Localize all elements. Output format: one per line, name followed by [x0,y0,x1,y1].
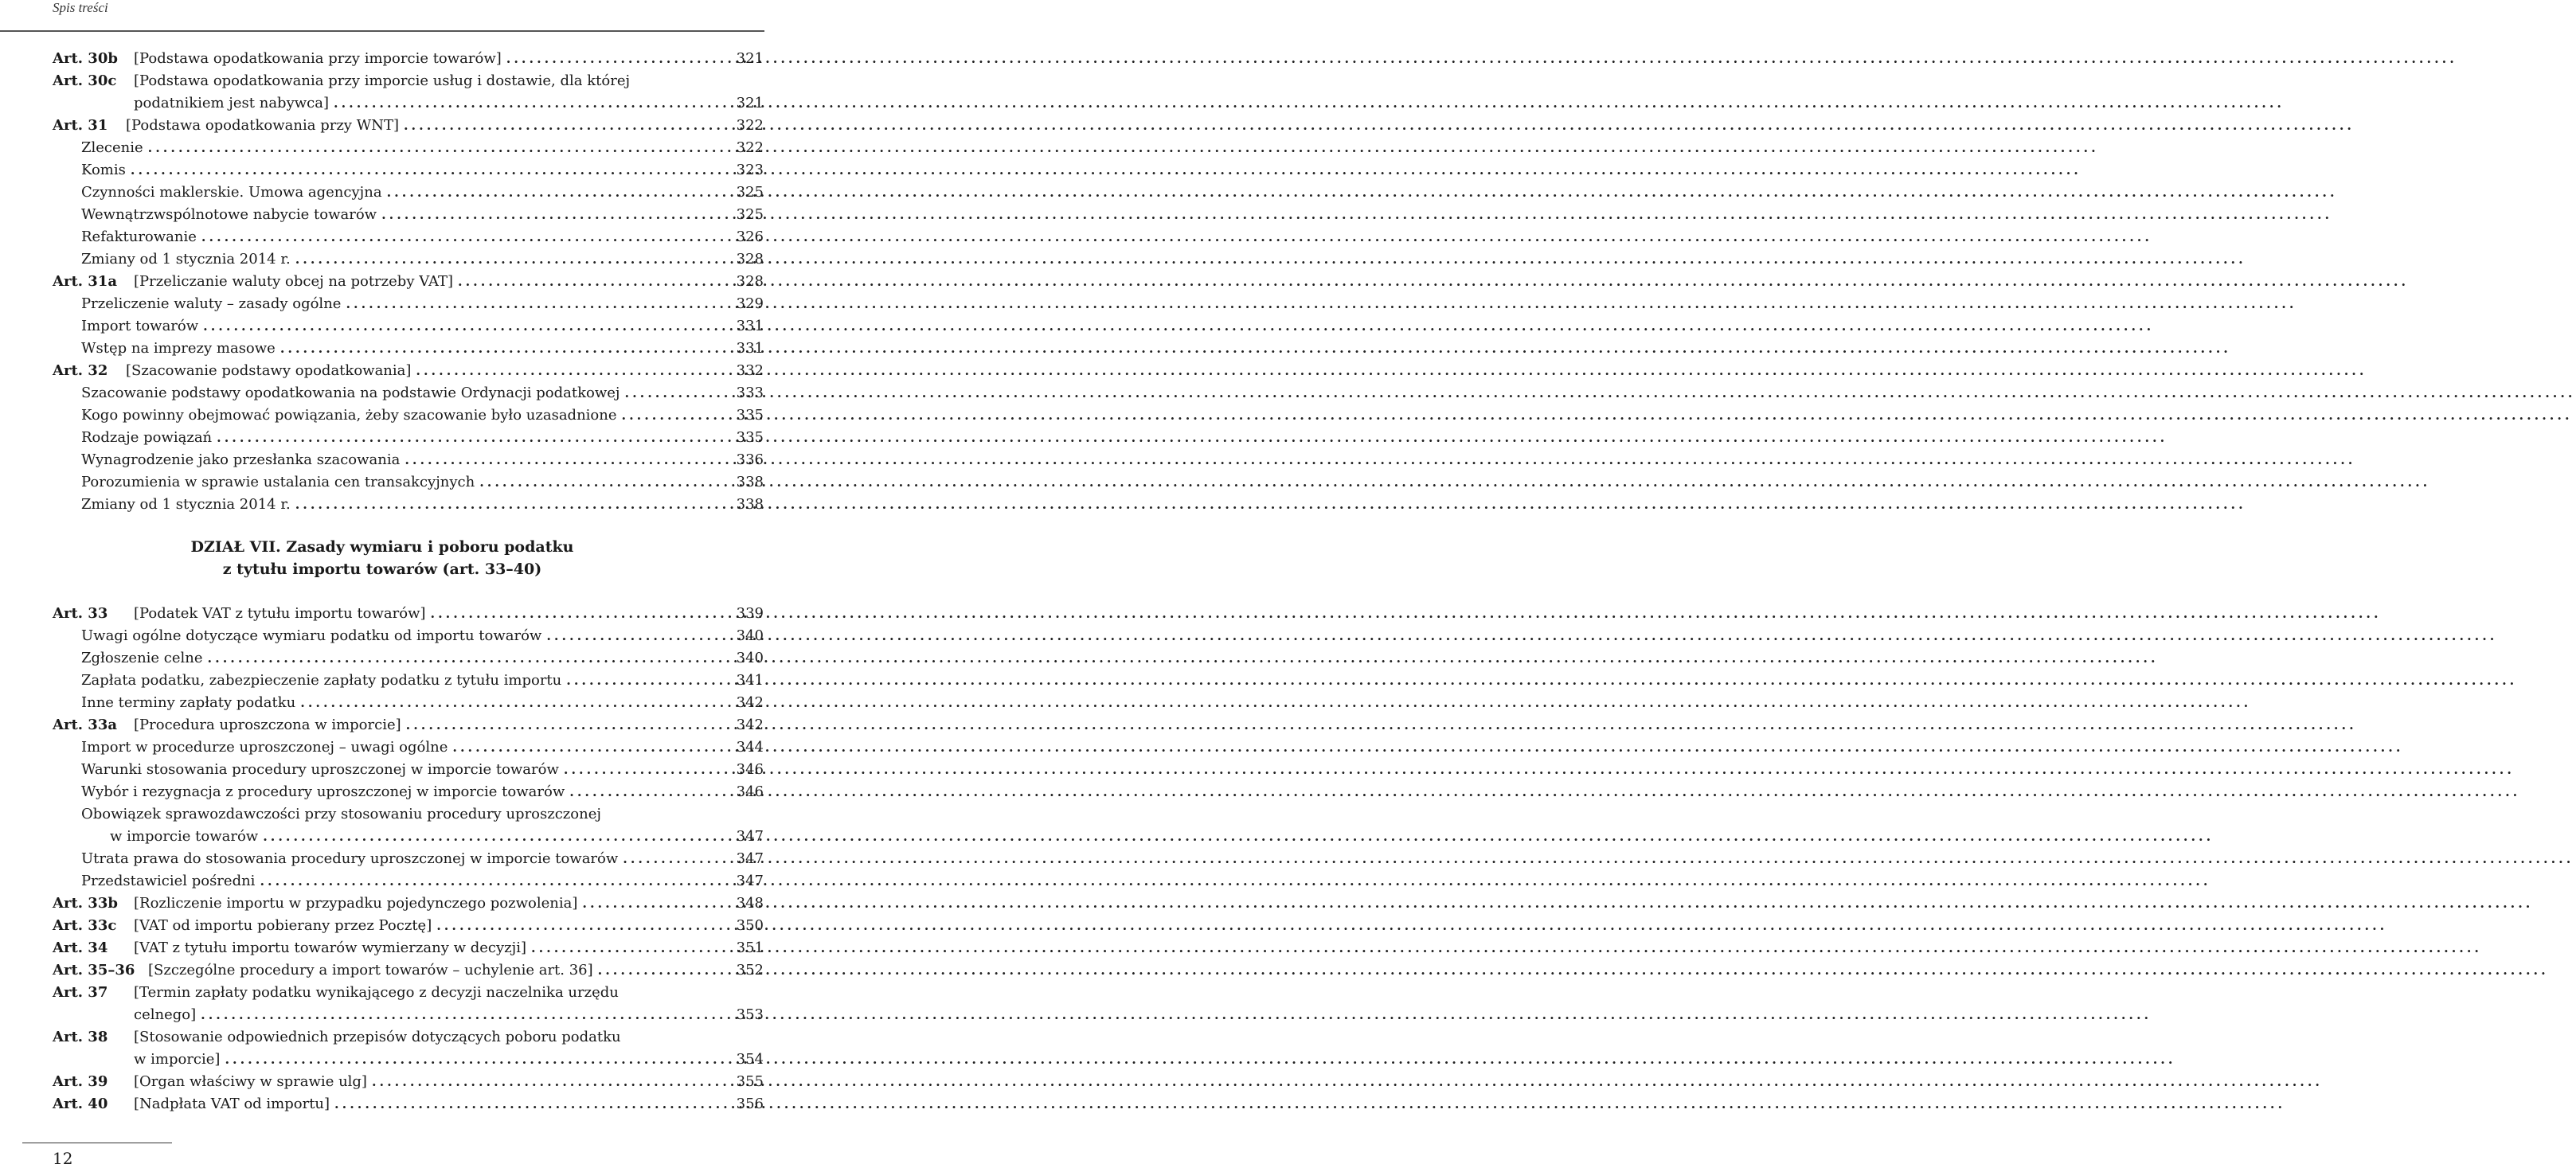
toc-entry-title: [VAT z tytułu importu towarów wymierzany w decyzji] [134,939,526,956]
toc-entry-title: Uwagi ogólne dotyczące wymiaru podatku od importu towarów [81,627,542,644]
toc-entry-continuation [0,1004,764,1026]
toc-page-number: 326 [736,229,764,245]
toc-entry-continuation [0,92,764,115]
dot-leader [225,1049,709,1071]
toc-page-number: 322 [736,139,764,156]
dot-leader [598,959,709,982]
section-title-line1: DZIAŁ VII. Zasady wymiaru i poboru podatku [190,538,574,556]
toc-article-number: Art. 30c [53,72,117,89]
toc-entry-title: Komis [81,162,126,178]
toc-page-number: 322 [736,117,764,134]
toc-subentry [0,248,764,271]
dot-leader [217,427,709,449]
dot-leader [623,848,709,870]
toc-article-entry [0,271,764,293]
toc-entry-title-continued: celnego] [134,1006,197,1023]
dot-leader [531,937,709,959]
toc-article-number: Art. 33 [53,605,108,622]
dot-leader [431,603,709,625]
toc-entry-title: Zmiany od 1 stycznia 2014 r. [81,496,291,513]
toc-article-number: Art. 30b [53,50,118,67]
toc-article-number: Art. 31 [53,117,108,134]
toc-entry-title: [Termin zapłaty podatku wynikającego z decyzji naczelnika urzędu [134,984,619,1001]
toc-article-entry [0,959,764,982]
running-head: Spis treści [53,0,108,15]
toc-page-number: 347 [736,873,764,889]
dot-leader [201,226,709,248]
toc-page-number: 342 [736,717,764,733]
dot-leader [405,449,709,471]
toc-article-entry [0,1093,764,1115]
toc-subentry [0,848,764,870]
toc-subentry [0,226,764,248]
toc-entry-title: [Podstawa opodatkowania przy WNT] [126,117,399,134]
toc-entry-title: Wynagrodzenie jako przesłanka szacowania [81,451,401,468]
dot-leader [387,182,709,204]
toc-entry-title: [Rozliczenie importu w przypadku pojedynczego pozwolenia] [134,895,578,912]
toc-entry-title: Przedstawiciel pośredni [81,873,256,889]
toc-entry-title: Refakturowanie [81,229,197,245]
dot-leader [300,692,709,714]
toc-article-number: Art. 35–36 [53,962,135,979]
toc-entry-title: Utrata prawa do stosowania procedury uproszczonej w imporcie towarów [81,850,619,867]
toc-entry-title: Rodzaje powiązań [81,429,213,446]
toc-article-number: Art. 34 [53,939,108,956]
toc-entry-title-continued: w imporcie towarów [110,828,259,845]
toc-page-number: 339 [736,605,764,622]
toc-entry-title: Obowiązek sprawozdawczości przy stosowaniu procedury uproszczonej [81,806,601,822]
toc-subentry [0,449,764,471]
toc-page-number: 356 [736,1096,764,1112]
dot-leader [416,360,709,382]
toc-entry-title: Zlecenie [81,139,143,156]
section-title-line2: z tytułu importu towarów (art. 33–40) [222,561,542,578]
toc-subentry [0,471,764,494]
toc-page-number: 342 [736,694,764,711]
toc-article-entry [0,1071,764,1093]
toc-subentry [0,293,764,315]
dot-leader [203,315,709,338]
dot-leader [569,781,709,803]
toc-entry-title: [Nadpłata VAT od importu] [134,1096,330,1112]
toc-article-entry [0,915,764,937]
dot-leader [260,870,709,893]
toc-page-number: 336 [736,451,764,468]
dot-leader [436,915,709,937]
toc-entry-title: [VAT od importu pobierany przez Pocztę] [134,917,432,934]
toc-entry-title: [Przeliczanie waluty obcej na potrzeby VAT] [134,273,454,290]
toc-article-number: Art. 33b [53,895,118,912]
toc-subentry [0,494,764,516]
dot-leader [564,759,709,781]
toc-subentry [0,338,764,360]
dot-leader [452,736,709,759]
toc-entry-title: [Organ właściwy w sprawie ulg] [134,1073,367,1090]
toc-entry-title: Wewnątrzwspólnotowe nabycie towarów [81,206,377,223]
toc-article-number: Art. 38 [53,1029,108,1045]
dot-leader [148,137,709,159]
toc-subentry [0,625,764,647]
toc-page-number: 331 [736,318,764,334]
dot-leader [582,893,709,915]
toc-page-number: 338 [736,496,764,513]
dot-leader [372,1071,709,1093]
toc-entry-title: Porozumienia w sprawie ustalania cen transakcyjnych [81,474,475,490]
dot-leader [280,338,709,360]
toc-subentry [0,159,764,182]
dot-leader [346,293,709,315]
toc-article-entry [0,982,764,1004]
toc-entry-continuation [0,826,764,848]
toc-page-number: 347 [736,850,764,867]
toc-entry-title: Warunki stosowania procedury uproszczonej w imporcie towarów [81,761,559,778]
toc-page-number: 340 [736,627,764,644]
page-number: 12 [53,1149,73,1168]
toc-page-number: 325 [736,184,764,201]
dot-leader [625,382,709,404]
toc-page-number: 353 [736,1006,764,1023]
toc-entry-title: Inne terminy zapłaty podatku [81,694,296,711]
toc-page-number: 355 [736,1073,764,1090]
dot-leader [479,471,709,494]
toc-entry-title: Kogo powinny obejmować powiązania, żeby szacowanie było uzasadnione [81,407,617,424]
toc-article-entry [0,893,764,915]
toc-entry-continuation [0,1049,764,1071]
toc-article-entry [0,70,764,92]
toc-entry-title: Czynności maklerskie. Umowa agencyjna [81,184,382,201]
dot-leader [506,48,709,70]
toc-article-entry [0,360,764,382]
toc-page-number: 344 [736,739,764,756]
toc-article-number: Art. 33c [53,917,117,934]
toc-article-entry [0,115,764,137]
dot-leader [381,204,709,226]
toc-subentry [0,803,764,826]
toc-page-number: 351 [736,939,764,956]
dot-leader [406,714,709,736]
toc-article-number: Art. 31a [53,273,118,290]
toc-page-number: 328 [736,251,764,268]
toc-subentry [0,315,764,338]
dot-leader [131,159,709,182]
toc-entry-title: [Szczególne procedury a import towarów – uchylenie art. 36] [148,962,593,979]
header-rule [0,30,764,32]
dot-leader [566,670,709,692]
dot-leader [295,494,709,516]
dot-leader [295,248,709,271]
toc-entry-title: [Podstawa opodatkowania przy imporcie usług i dostawie, dla której [134,72,631,89]
toc-page-number: 335 [736,407,764,424]
toc-entry-title: [Podatek VAT z tytułu importu towarów] [134,605,426,622]
toc-subentry [0,404,764,427]
toc-subentry [0,870,764,893]
dot-leader [546,625,709,647]
toc-entry-title-continued: podatnikiem jest nabywca] [134,95,329,111]
toc-entry-title: [Stosowanie odpowiednich przepisów dotyczących poboru podatku [134,1029,621,1045]
toc-entry-title: Zapłata podatku, zabezpieczenie zapłaty podatku z tytułu importu [81,672,562,689]
toc-entry-title: Wstęp na imprezy masowe [81,340,276,357]
toc-page-number: 321 [736,50,764,67]
toc-page-number: 347 [736,828,764,845]
toc-article-number: Art. 32 [53,362,108,379]
toc-article-entry [0,937,764,959]
toc-subentry [0,427,764,449]
toc-page-number: 332 [736,362,764,379]
toc-article-number: Art. 37 [53,984,108,1001]
toc-page-number: 338 [736,474,764,490]
toc-page-number: 350 [736,917,764,934]
toc-subentry [0,204,764,226]
toc-subentry [0,670,764,692]
toc-article-entry [0,48,764,70]
toc-page-number: 354 [736,1051,764,1068]
toc-page-number: 348 [736,895,764,912]
toc-page-number: 323 [736,162,764,178]
toc-entry-title-continued: w imporcie] [134,1051,221,1068]
toc-entry-title: [Szacowanie podstawy opodatkowania] [126,362,412,379]
toc-subentry [0,137,764,159]
toc-page-number: 329 [736,295,764,312]
toc-subentry [0,692,764,714]
toc-article-entry [0,714,764,736]
toc-page-number: 340 [736,650,764,666]
dot-leader [208,647,709,670]
toc-entry-title: [Procedura uproszczona w imporcie] [134,717,401,733]
toc-page-number: 331 [736,340,764,357]
toc-article-number: Art. 39 [53,1073,108,1090]
dot-leader [458,271,709,293]
toc-page-number: 341 [736,672,764,689]
dot-leader [201,1004,709,1026]
toc-page-number: 325 [736,206,764,223]
toc-entry-title: Import w procedurze uproszczonej – uwagi ogólne [81,739,448,756]
toc-article-number: Art. 33a [53,717,118,733]
toc-entry-title: Szacowanie podstawy opodatkowania na podstawie Ordynacji podatkowej [81,385,620,401]
toc-subentry [0,182,764,204]
toc-entry-title: Import towarów [81,318,199,334]
toc-page-number: 335 [736,429,764,446]
toc-entry-title: Zgłoszenie celne [81,650,203,666]
toc-subentry [0,759,764,781]
toc-entry-title: Zmiany od 1 stycznia 2014 r. [81,251,291,268]
toc-article-number: Art. 40 [53,1096,108,1112]
toc-entry-title: Wybór i rezygnacja z procedury uproszczonej w imporcie towarów [81,783,565,800]
toc-entry-title: [Podstawa opodatkowania przy imporcie towarów] [134,50,502,67]
toc-subentry [0,382,764,404]
toc-page-number: 346 [736,783,764,800]
toc-subentry [0,647,764,670]
dot-leader [404,115,709,137]
dot-leader [334,1093,709,1115]
dot-leader [334,92,709,115]
dot-leader [263,826,709,848]
toc-page-number: 346 [736,761,764,778]
toc-article-entry [0,1026,764,1049]
toc-page-number: 328 [736,273,764,290]
toc-page-number: 321 [736,95,764,111]
toc-page-number: 352 [736,962,764,979]
toc-entry-title: Przeliczenie waluty – zasady ogólne [81,295,342,312]
dot-leader [622,404,709,427]
toc-article-entry [0,603,764,625]
toc-subentry [0,736,764,759]
toc-subentry [0,781,764,803]
toc-page-number: 333 [736,385,764,401]
